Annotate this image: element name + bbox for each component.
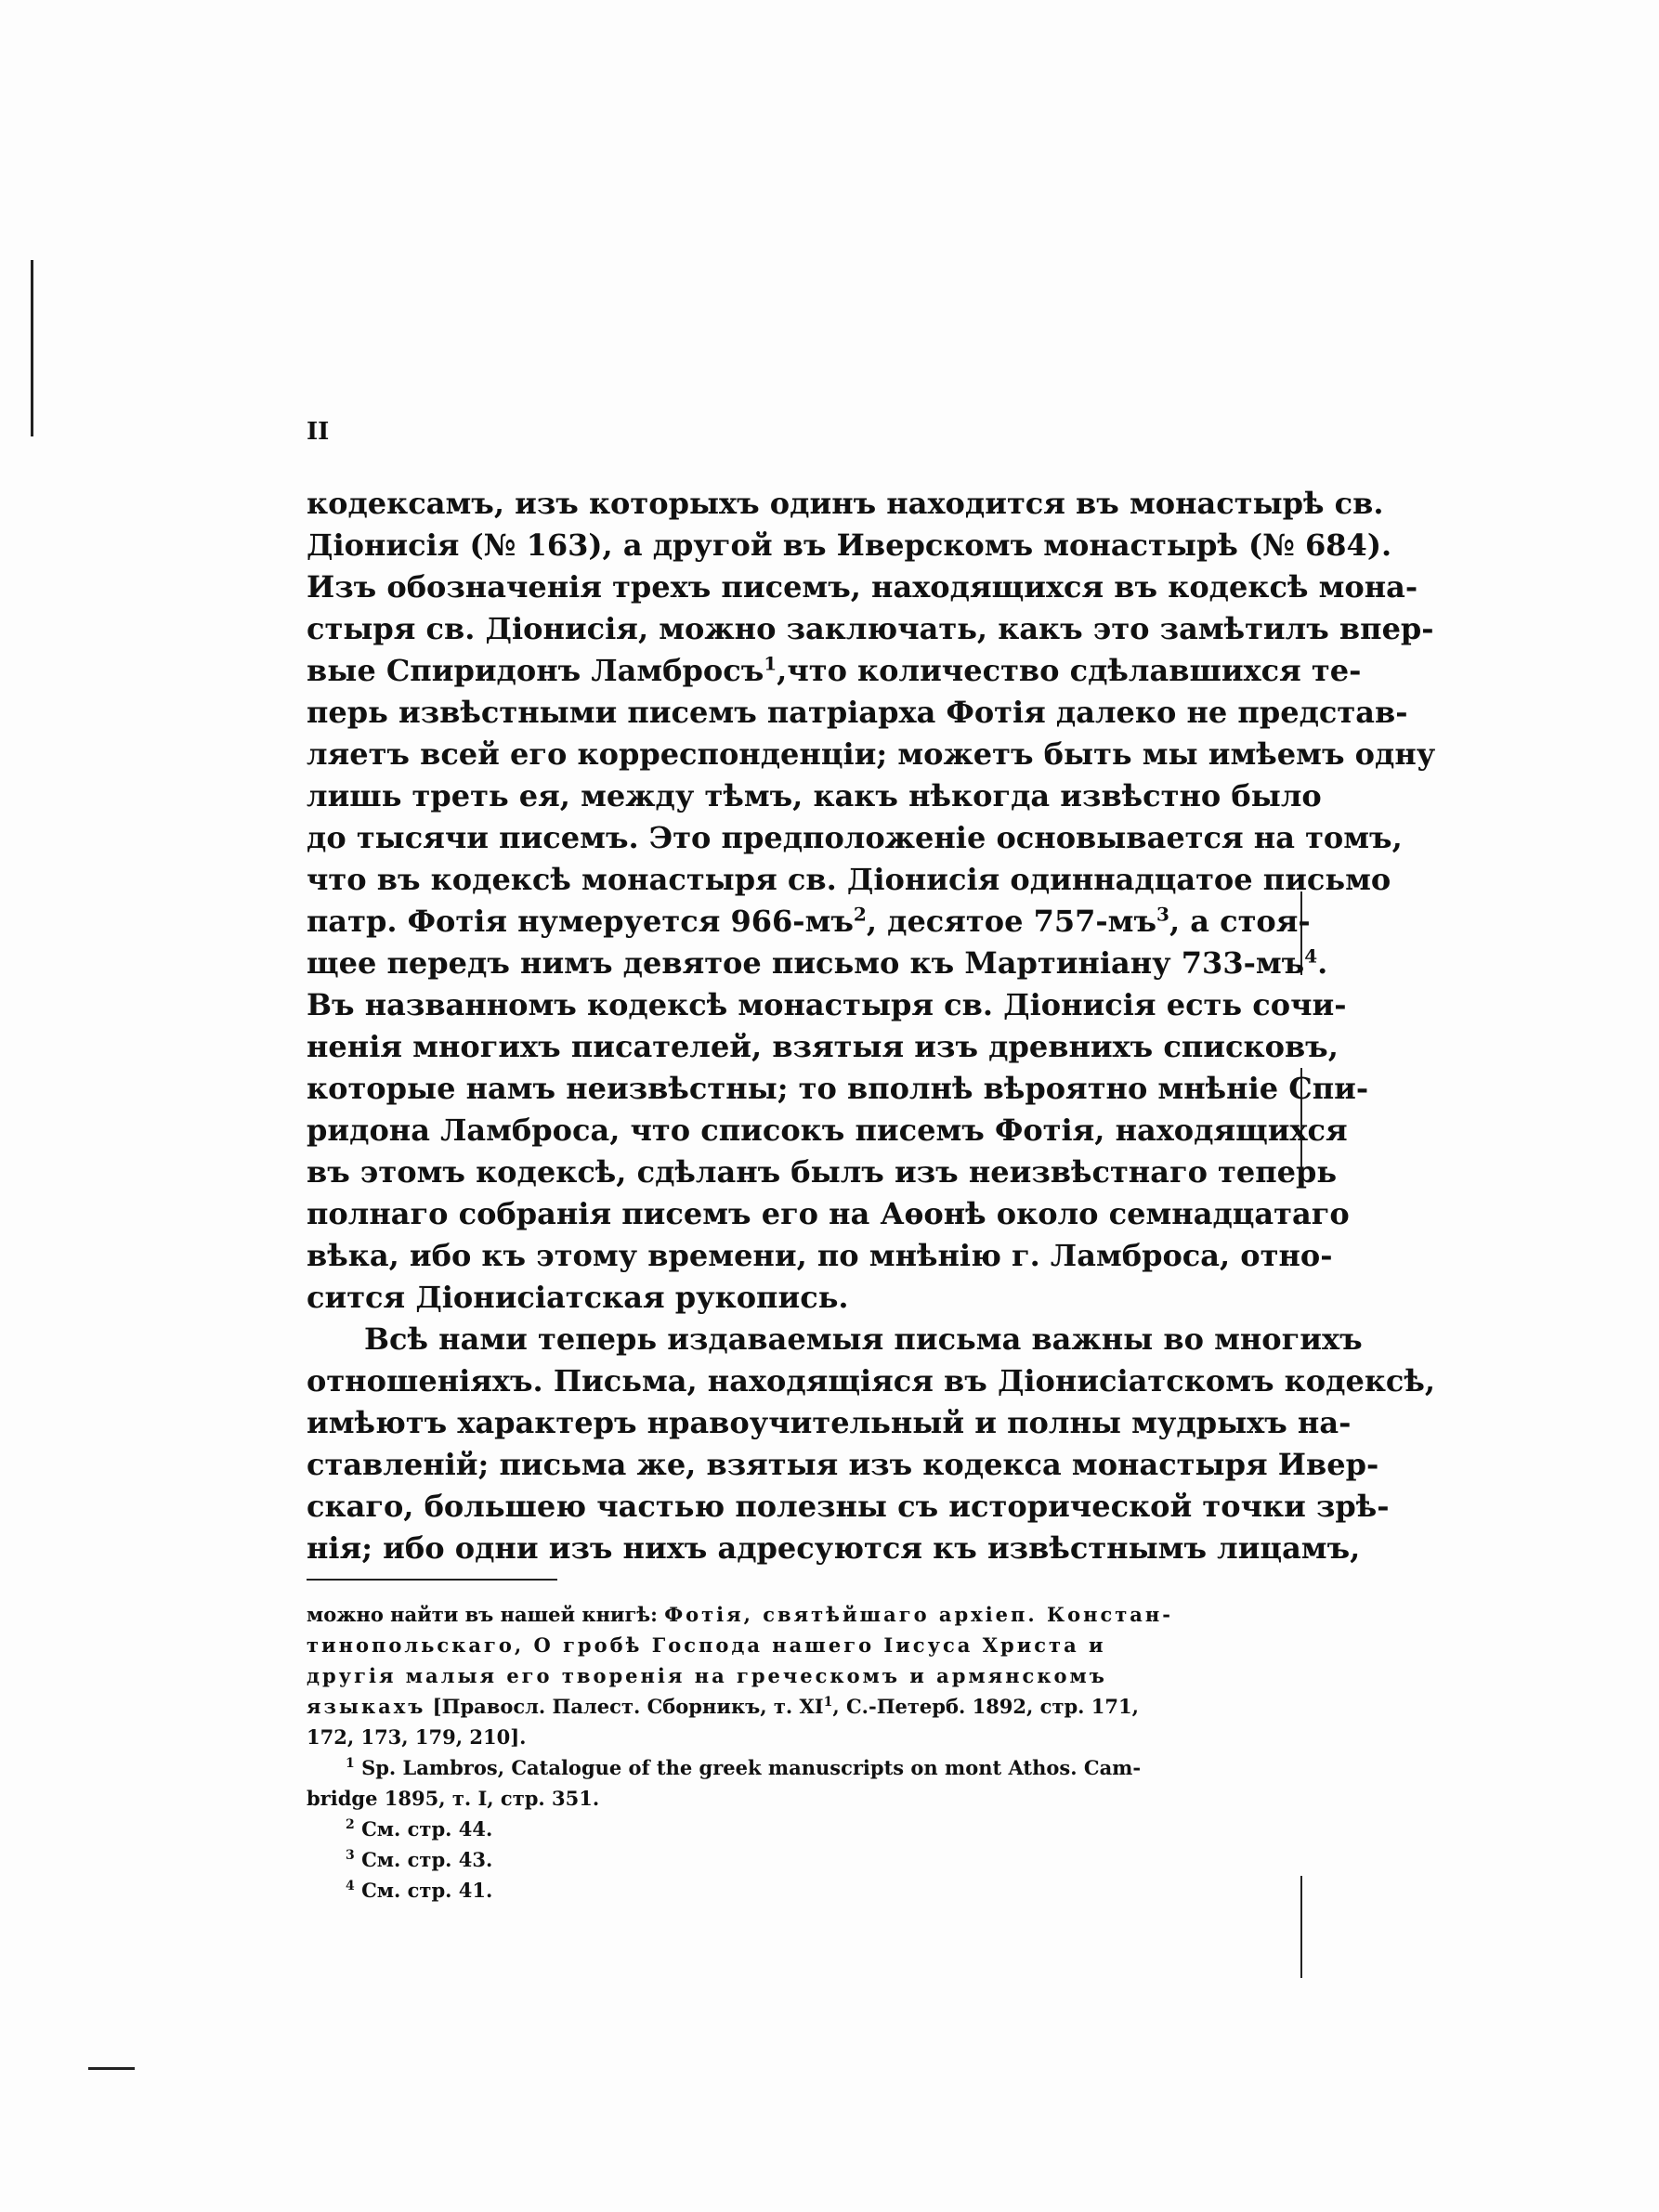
text-line: нія; ибо одни изъ нихъ адресуются къ извѣстнымъ лицамъ, <box>307 1530 1361 1566</box>
text-line: отношеніяхъ. Письма, находящіяся въ Діонисіатскомъ кодексѣ, <box>307 1363 1436 1399</box>
text-line: вѣка, ибо къ этому времени, по мнѣнію г. Ламброса, отно- <box>307 1238 1333 1273</box>
scan-edge-mark <box>31 260 33 436</box>
text-line: щее передъ нимъ девятое письмо къ Мартиніану $733-мъ^4$. <box>307 944 1328 981</box>
scan-edge-mark <box>88 2067 135 2070</box>
text-line: сится Діонисіатская рукопись. <box>307 1280 849 1315</box>
text-line: до тысячи писемъ. Это предположеніе основывается на томъ, <box>307 820 1403 855</box>
footnote-line: языкахъ [Правосл. Палест. Сборникъ, т. $XI^1$, С.-Петерб. 1892, стр. 171, <box>307 1695 1139 1718</box>
footnote-mark: 4 <box>346 1879 355 1893</box>
footnote-mark: 3 <box>346 1848 355 1863</box>
text-line: патр. Фотія нумеруется $966-мъ^2$, десятое $757-мъ^3$, а стоя- <box>307 903 1311 939</box>
footnote-line: 172, 173, 179, 210]. <box>307 1725 527 1749</box>
footnote-line: другія малыя его творенія на греческомъ и армянскомъ <box>307 1664 1107 1687</box>
footnote-1: $^1$ Sp. Lambros, Catalogue of the greek manuscripts on mont Athos. Cam- <box>346 1756 1142 1779</box>
footnote-ref[interactable]: 3 <box>1156 903 1169 926</box>
text-line: вые Спиридонъ Ламбросъ$^1$, что количество сдѣлавшихся те- <box>307 652 1362 688</box>
text-line: лишь треть ея, между тѣмъ, какъ нѣкогда извѣстно было <box>307 778 1322 813</box>
scan-edge-mark <box>1300 1876 1302 1978</box>
footnote-line: bridge 1895, т. I, стр. 351. <box>307 1787 600 1810</box>
page-number: II <box>307 418 330 446</box>
footnote-2: $^2$ См. стр. 44. <box>346 1817 493 1841</box>
text-line: Діонисія (№ 163), а другой въ Иверскомъ монастырѣ (№ 684). <box>307 527 1392 563</box>
footnote-ref[interactable]: 1 <box>764 652 777 675</box>
text-line: что въ кодексѣ монастыря св. Діонисія одиннадцатое письмо <box>307 862 1391 897</box>
footnote-separator <box>307 1579 557 1581</box>
text-line: Въ названномъ кодексѣ монастыря св. Діонисія есть сочи- <box>307 987 1347 1022</box>
footnote-mark: 1 <box>346 1756 355 1771</box>
footnote-mark: 2 <box>346 1817 355 1832</box>
text-line: имѣютъ характеръ нравоучительный и полны мудрыхъ на- <box>307 1405 1352 1440</box>
text-line: скаго, большею частью полезны съ исторической точки зрѣ- <box>307 1489 1390 1524</box>
text-line: Всѣ нами теперь издаваемыя письма важны во многихъ <box>364 1321 1363 1357</box>
footnote-3: $^3$ См. стр. 43. <box>346 1848 493 1871</box>
body-text <box>307 483 1436 1569</box>
text-line: ляетъ всей его корреспонденціи; можетъ быть мы имѣемъ одну <box>307 736 1436 772</box>
text-line: ненія многихъ писателей, взятыя изъ древнихъ списковъ, <box>307 1029 1339 1064</box>
text-line: въ этомъ кодексѣ, сдѣланъ былъ изъ неизвѣстнаго теперь <box>307 1154 1338 1190</box>
text-line: Изъ обозначенія трехъ писемъ, находящихся въ кодексѣ мона- <box>307 569 1418 605</box>
footnote-ref[interactable]: 2 <box>853 903 867 926</box>
footnote-line: можно найти въ нашей книгѣ: Фотія, святѣйшаго архіеп. Констан- <box>307 1603 1173 1626</box>
text-line: ставленій; письма же, взятыя изъ кодекса монастыря Ивер- <box>307 1447 1379 1482</box>
text-line: кодексамъ, изъ которыхъ одинъ находится въ монастырѣ св. <box>307 486 1384 521</box>
footnote-ref[interactable]: 4 <box>1304 944 1318 968</box>
footnote-4: $^4$ См. стр. 41. <box>346 1879 493 1902</box>
text-line: ридона Ламброса, что списокъ писемъ Фотія, находящихся <box>307 1113 1348 1148</box>
text-line: перь извѣстными писемъ патріарха Фотія далеко не представ- <box>307 695 1408 730</box>
text-line: полнаго собранія писемъ его на Аѳонѣ около семнадцатаго <box>307 1196 1350 1231</box>
footnotes <box>307 1599 1173 1906</box>
text-line: стыря св. Діонисія, можно заключать, какъ это замѣтилъ впер- <box>307 611 1434 646</box>
footnote-line: тинопольскаго, О гробѣ Господа нашего Іисуса Христа и <box>307 1633 1106 1657</box>
text-line: которые намъ неизвѣстны; то вполнѣ вѣроятно мнѣніе Спи- <box>307 1071 1369 1106</box>
